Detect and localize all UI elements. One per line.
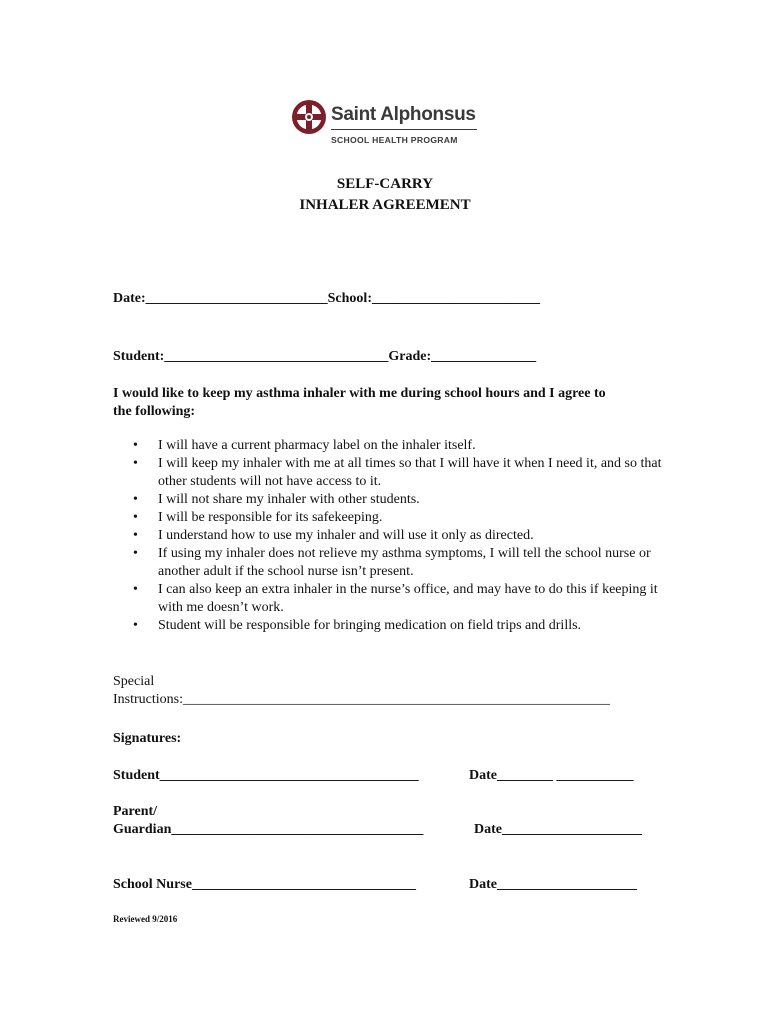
agreement-item: • I understand how to use my inhaler and will use it only as directed. bbox=[113, 527, 673, 545]
guardian-date-field[interactable]: Date____________________ bbox=[474, 822, 642, 837]
agreement-item: • I will be responsible for its safekeeping. bbox=[113, 509, 673, 527]
saint-alphonsus-cross-icon bbox=[290, 97, 328, 137]
reviewed-date: Reviewed 9/2016 bbox=[113, 914, 178, 924]
agreement-item: • I will keep my inhaler with me at all times so that I will have it when I need it, and so that other students will not have access to it. bbox=[113, 455, 673, 491]
agreement-item: • I will not share my inhaler with other students. bbox=[113, 491, 673, 509]
agreement-item: • I will have a current pharmacy label on the inhaler itself. bbox=[113, 437, 673, 455]
parent-label: Parent/ bbox=[113, 804, 158, 819]
agreement-item: • If using my inhaler does not relieve my asthma symptoms, I will tell the school nurse or another adult if the school nurse isn’t present. bbox=[113, 545, 673, 581]
signatures-heading: Signatures: bbox=[113, 731, 182, 746]
intro-line-2: the following: bbox=[113, 404, 196, 419]
student-date-field[interactable]: Date________ ___________ bbox=[469, 768, 634, 783]
student-signature-field[interactable]: Student_____________________________________ bbox=[113, 768, 419, 783]
guardian-signature-field[interactable]: Guardian____________________________________ bbox=[113, 822, 424, 837]
logo-divider bbox=[331, 129, 477, 130]
intro-line-1: I would like to keep my asthma inhaler with me during school hours and I agree to bbox=[113, 386, 606, 401]
agreement-list bbox=[113, 437, 673, 635]
agreement-item: • I can also keep an extra inhaler in the nurse’s office, and may have to do this if keeping it with me doesn’t work. bbox=[113, 581, 673, 617]
title-line-1: SELF-CARRY bbox=[336, 176, 434, 192]
special-label: Special bbox=[113, 674, 155, 689]
brand-name: Saint Alphonsus bbox=[331, 104, 476, 125]
nurse-signature-field[interactable]: School Nurse________________________________ bbox=[113, 877, 416, 892]
title-line-2: INHALER AGREEMENT bbox=[299, 197, 471, 213]
nurse-date-field[interactable]: Date____________________ bbox=[469, 877, 637, 892]
student-grade-field[interactable]: Student:________________________________Grade:_______________ bbox=[113, 349, 537, 364]
agreement-item: • Student will be responsible for bringing medication on field trips and drills. bbox=[113, 617, 673, 635]
program-name: SCHOOL HEALTH PROGRAM bbox=[331, 135, 458, 145]
date-school-field[interactable]: Date:__________________________School:________________________ bbox=[113, 291, 540, 306]
special-instructions-field[interactable]: Instructions:_____________________________________________________________ bbox=[113, 692, 610, 707]
